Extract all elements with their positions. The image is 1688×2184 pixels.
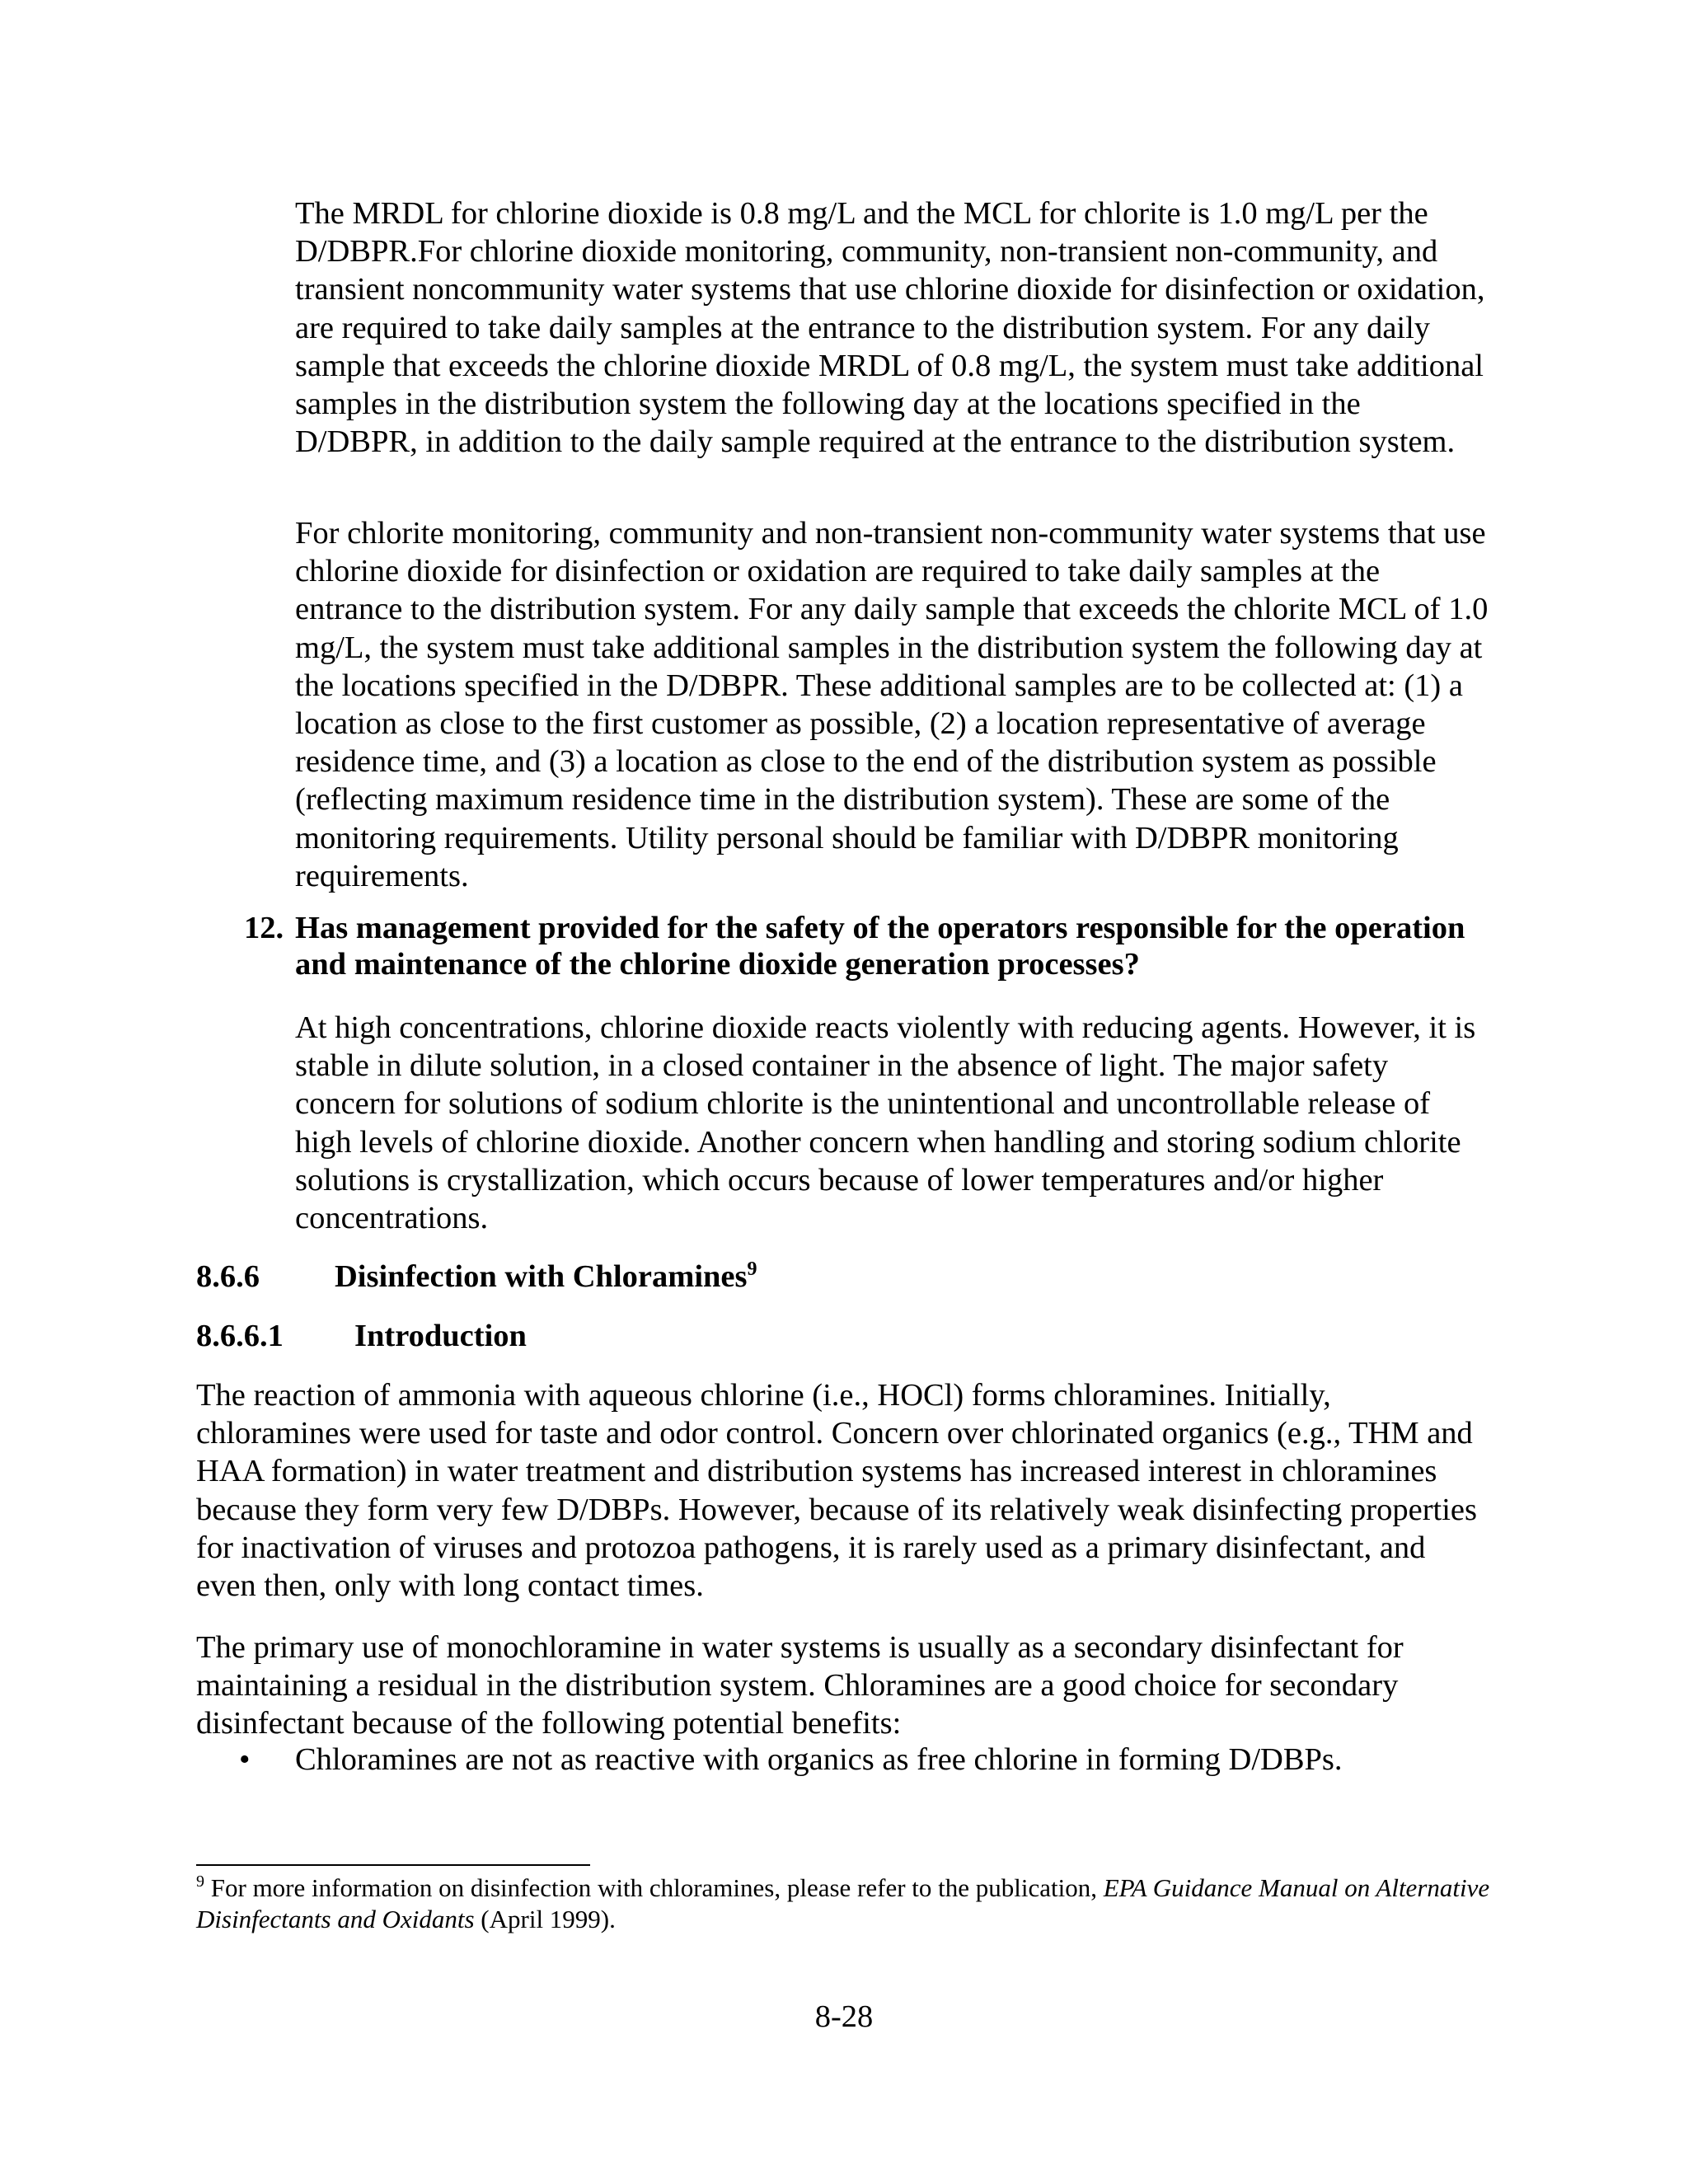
footnote-divider	[196, 1864, 590, 1866]
footnote-reference: 9	[747, 1258, 757, 1280]
footnote-publication-title: EPA Guidance Manual on Alternative Disinfectants and Oxidants	[196, 1873, 1490, 1933]
footnote	[196, 1872, 1490, 1935]
footnote-text: For more information on disinfection with chloramines, please refer to the publication,	[210, 1873, 1104, 1902]
subsection-title: Introduction	[354, 1319, 527, 1353]
paragraph-chlorite-monitoring: For chlorite monitoring, community and non-transient non-community water systems that use chlorine dioxide for disinfection or oxidation are required to take daily samples at the entrance to the distribution system. For any daily sample that exceeds the chlorite MCL of 1.0 mg/L, the system must take additional samples in the distribution system the following day at the locations specified in the D/DBPR. These additional samples are to be collected at: (1) a location as close to the first customer as possible, (2) a location representative of average residence time, and (3) a location as close to the end of the distribution system as possible (reflecting maximum residence time in the distribution system). These are some of the monitoring requirements. Utility personal should be familiar with D/DBPR monitoring requirements.	[295, 516, 1489, 893]
footnote-marker: 9	[196, 1872, 204, 1891]
section-number: 8.6.6	[196, 1259, 260, 1294]
paragraph-primary-use: The primary use of monochloramine in water systems is usually as a secondary disinfectant for maintaining a residual in the distribution system. Chloramines are a good choice for secondary disinfectant because of the following potential benefits:	[196, 1630, 1404, 1741]
subsection-number: 8.6.6.1	[196, 1319, 284, 1353]
paragraph-introduction: The reaction of ammonia with aqueous chlorine (i.e., HOCl) forms chloramines. Initially, chloramines were used for taste and odor control. Concern over chlorinated organics (e.g., THM and HAA formation) in water treatment and distribution systems has increased interest in chloramines because they form very few D/DBPs. However, because of its relatively weak disinfecting properties for inactivation of viruses and protozoa pathogens, it is rarely used as a primary disinfectant, and even then, only with long contact times.	[196, 1378, 1477, 1604]
paragraph-chlorine-dioxide-mrdl: The MRDL for chlorine dioxide is 0.8 mg/L and the MCL for chlorite is 1.0 mg/L per the D/DBPR.For chlorine dioxide monitoring, community, non-transient non-community, and transient noncommunity water systems that use chlorine dioxide for disinfection or oxidation, are required to take daily samples at the entrance to the distribution system. For any daily sample that exceeds the chlorine dioxide MRDL of 0.8 mg/L, the system must take additional samples in the distribution system the following day at the locations specified in the D/DBPR, in addition to the daily sample required at the entrance to the distribution system.	[295, 196, 1485, 460]
paragraph-safety-concerns: At high concentrations, chlorine dioxide reacts violently with reducing agents. However, it is stable in dilute solution, in a closed container in the absence of light. The major safety concern for solutions of sodium chlorite is the unintentional and uncontrollable release of high levels of chlorine dioxide. Another concern when handling and storing sodium chlorite solutions is crystallization, which occurs because of lower temperatures and/or higher concentrations.	[295, 1010, 1476, 1236]
footnote-date: (April 1999).	[474, 1905, 616, 1933]
page-number: 8-28	[814, 1999, 874, 2034]
bullet-icon: •	[239, 1742, 251, 1777]
section-title: Disinfection with Chloramines$^9$	[335, 1258, 757, 1294]
question-text: Has management provided for the safety of the operators responsible for the operation and maintenance of the chlorine dioxide generation processes?	[295, 911, 1465, 982]
question-number: 12.	[244, 911, 284, 945]
bullet-text: Chloramines are not as reactive with organics as free chlorine in forming D/DBPs.	[295, 1742, 1343, 1777]
